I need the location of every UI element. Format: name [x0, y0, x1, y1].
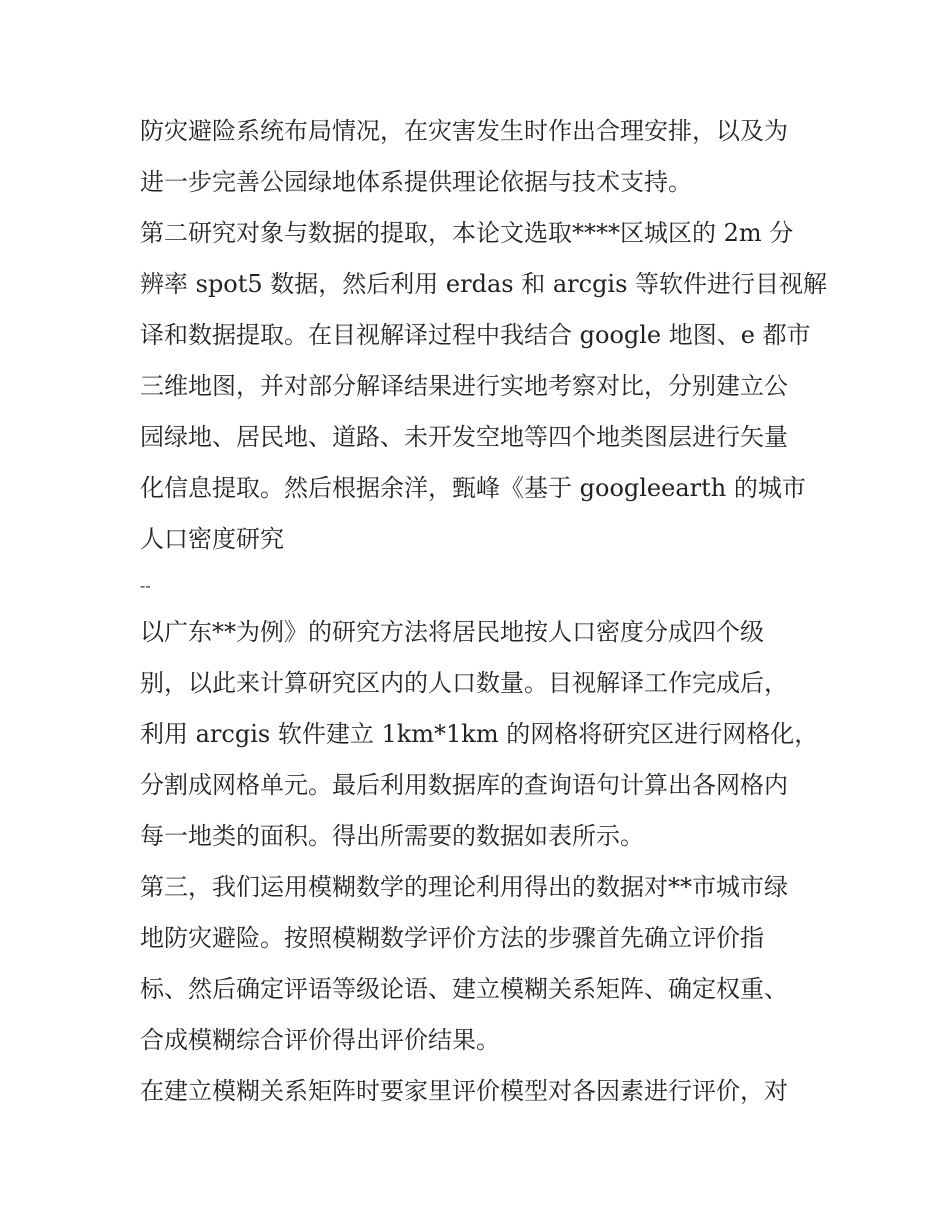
text-line: 第三，我们运用模糊数学的理论利用得出的数据对**市城市绿	[140, 873, 788, 901]
text-line: 防灾避险系统布局情况，在灾害发生时作出合理安排，以及为	[140, 117, 788, 145]
text-line: 三维地图，并对部分解译结果进行实地考察对比，分别建立公	[140, 372, 788, 400]
text-line: 辨率 spot5 数据，然后利用 erdas 和 arcgis 等软件进行目视解	[140, 270, 828, 298]
text-line: 园绿地、居民地、道路、未开发空地等四个地类图层进行矢量	[140, 423, 788, 451]
text-line: 每一地类的面积。得出所需要的数据如表所示。	[140, 822, 644, 850]
text-line: 别，以此来计算研究区内的人口数量。目视解译工作完成后，	[140, 669, 788, 697]
text-line: 地防灾避险。按照模糊数学评价方法的步骤首先确立评价指	[140, 924, 764, 952]
text-line: 利用 arcgis 软件建立 1km*1km 的网格将研究区进行网格化，	[140, 720, 819, 748]
text-line: 人口密度研究	[140, 525, 284, 553]
text-line: 进一步完善公园绿地体系提供理论依据与技术支持。	[140, 168, 692, 196]
page-break-separator: --	[140, 576, 151, 595]
text-line: 化信息提取。然后根据余洋，甄峰《基于 googleearth 的城市	[140, 474, 806, 502]
text-line: 以广东**为例》的研究方法将居民地按人口密度分成四个级	[140, 618, 764, 646]
document-body	[140, 106, 830, 1117]
text-line: 合成模糊综合评价得出评价结果。	[140, 1026, 500, 1054]
text-line: 标、然后确定评语等级论语、建立模糊关系矩阵、确定权重、	[140, 975, 788, 1003]
text-line: 译和数据提取。在目视解译过程中我结合 google 地图、e 都市	[140, 321, 811, 349]
text-line: 分割成网格单元。最后利用数据库的查询语句计算出各网格内	[140, 771, 788, 799]
text-line: 第二研究对象与数据的提取，本论文选取****区城区的 2m 分	[140, 219, 794, 247]
text-line: 在建立模糊关系矩阵时要家里评价模型对各因素进行评价，对	[140, 1077, 788, 1105]
